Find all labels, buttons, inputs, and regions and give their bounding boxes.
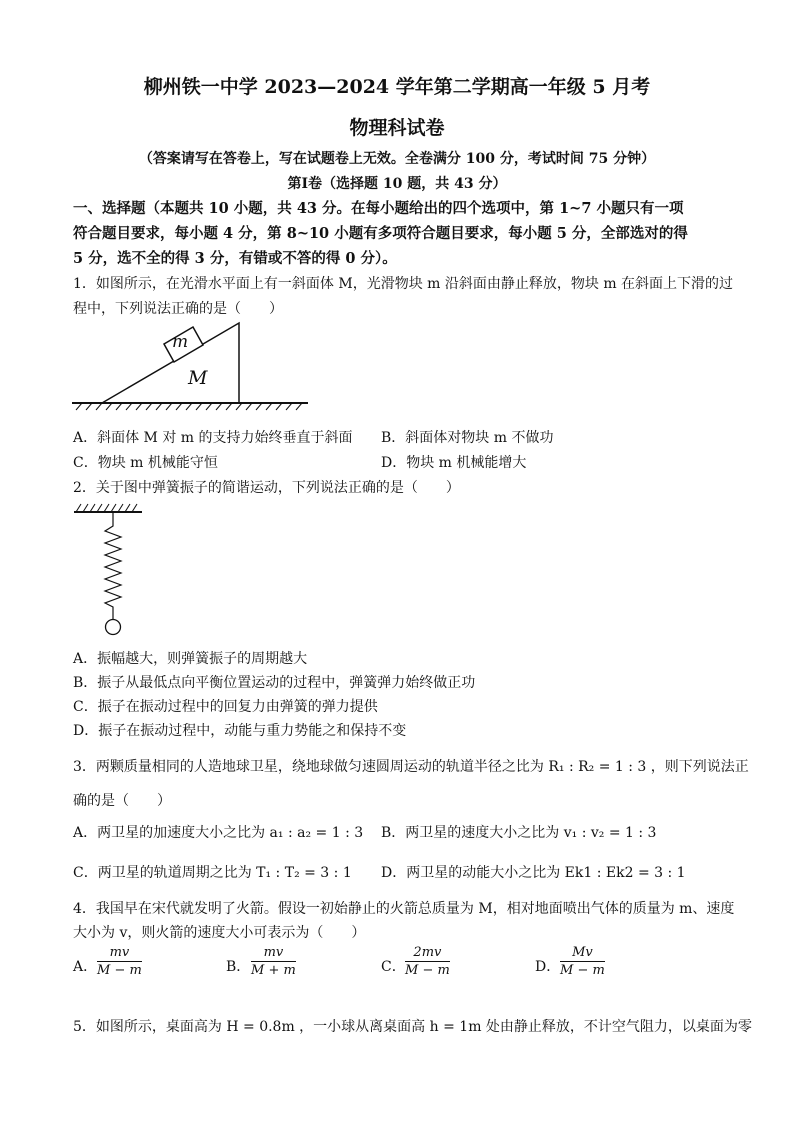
q3-stem-line1: 3．两颗质量相同的人造地球卫星，绕地球做匀速圆周运动的轨道半径之比为 R₁ : R₂ = 1 : 3 ，则下列说法正: [73, 759, 749, 775]
q4-option-c-label: C．: [381, 959, 406, 975]
exam-instructions: （答案请写在答卷上，写在试题卷上无效。全卷满分 100 分，考试时间 75 分钟）: [138, 151, 656, 167]
block-label-m: m: [172, 332, 189, 352]
q1-option-d: D．物块 m 机械能增大: [381, 455, 527, 471]
q4-option-c-fraction: [405, 945, 450, 978]
q4-option-b-label: B．: [226, 959, 251, 975]
q1-option-b: B．斜面体对物块 m 不做功: [381, 430, 554, 446]
q5-stem-line1: 5．如图所示，桌面高为 H = 0.8m ，一小球从离桌面高 h = 1m 处由静止释放，不计空气阻力，以桌面为零: [73, 1019, 752, 1035]
section-one-line2: 符合题目要求，每小题 4 分，第 8~10 小题有多项符合题目要求，每小题 5 分，全部选对的得: [73, 225, 688, 242]
q4-option-d-label: D．: [535, 959, 561, 975]
incline-label-M: M: [188, 367, 208, 389]
q4-stem-line2: 大小为 v，则火箭的速度大小可表示为（ ）: [73, 925, 366, 941]
q2-option-a: A．振幅越大，则弹簧振子的周期越大: [73, 651, 308, 667]
q2-option-c: C．振子在振动过程中的回复力由弹簧的弹力提供: [73, 699, 378, 715]
q2-option-b: B．振子从最低点向平衡位置运动的过程中，弹簧弹力始终做正功: [73, 675, 476, 691]
q1-stem-line1: 1．如图所示，在光滑水平面上有一斜面体 M，光滑物块 m 沿斜面由静止释放，物块 m 在斜面上下滑的过: [73, 276, 734, 292]
q4-option-a-fraction: [97, 945, 142, 978]
q4-option-b-fraction: [251, 945, 296, 978]
section-one-line1: 一、选择题（本题共 10 小题，共 43 分。在每小题给出的四个选项中，第 1~7 小题只有一项: [73, 200, 684, 217]
q4-option-d-fraction: [560, 945, 605, 978]
q4-option-c-denominator: M − m: [405, 963, 450, 978]
part-one-heading: 第Ⅰ卷（选择题 10 题，共 43 分）: [287, 176, 507, 192]
q3-option-b: B．两卫星的速度大小之比为 v₁ : v₂ = 1 : 3: [381, 825, 657, 841]
q4-option-a-denominator: M − m: [97, 963, 142, 978]
q3-stem-line2: 确的是（ ）: [73, 793, 171, 809]
q4-option-a-label: A．: [73, 959, 98, 975]
q3-option-a: A．两卫星的加速度大小之比为 a₁ : a₂ = 1 : 3: [73, 825, 364, 841]
incline-figure: [72, 318, 312, 413]
q3-option-d: D．两卫星的动能大小之比为 Ek1 : Ek2 = 3 : 1: [381, 865, 686, 881]
q1-option-a: A．斜面体 M 对 m 的支持力始终垂直于斜面: [73, 430, 353, 446]
q4-option-d-denominator: M − m: [560, 963, 605, 978]
section-one-line3: 5 分，选不全的得 3 分，有错或不答的得 0 分）。: [73, 250, 397, 267]
q4-stem-line1: 4．我国早在宋代就发明了火箭。假设一初始静止的火箭总质量为 M，相对地面喷出气体的质量为 m、速度: [73, 901, 735, 917]
q3-option-c: C．两卫星的轨道周期之比为 T₁ : T₂ = 3 : 1: [73, 865, 352, 881]
q4-option-d-numerator: Mv: [560, 945, 605, 962]
q4-option-b-denominator: M + m: [251, 963, 296, 978]
q2-option-d: D．振子在振动过程中，动能与重力势能之和保持不变: [73, 723, 407, 739]
q4-option-c-numerator: 2mv: [405, 945, 450, 962]
exam-title: 柳州铁一中学 2023—2024 学年第二学期高一年级 5 月考: [143, 76, 651, 98]
q1-option-c: C．物块 m 机械能守恒: [73, 455, 218, 471]
q1-stem-line2: 程中，下列说法正确的是（ ）: [73, 301, 283, 317]
spring-oscillator-figure: [72, 500, 152, 640]
q2-stem: 2．关于图中弹簧振子的简谐运动，下列说法正确的是（ ）: [73, 480, 460, 496]
q4-option-b-numerator: mv: [251, 945, 296, 962]
subject-title: 物理科试卷: [349, 117, 445, 139]
q4-option-a-numerator: mv: [97, 945, 142, 962]
